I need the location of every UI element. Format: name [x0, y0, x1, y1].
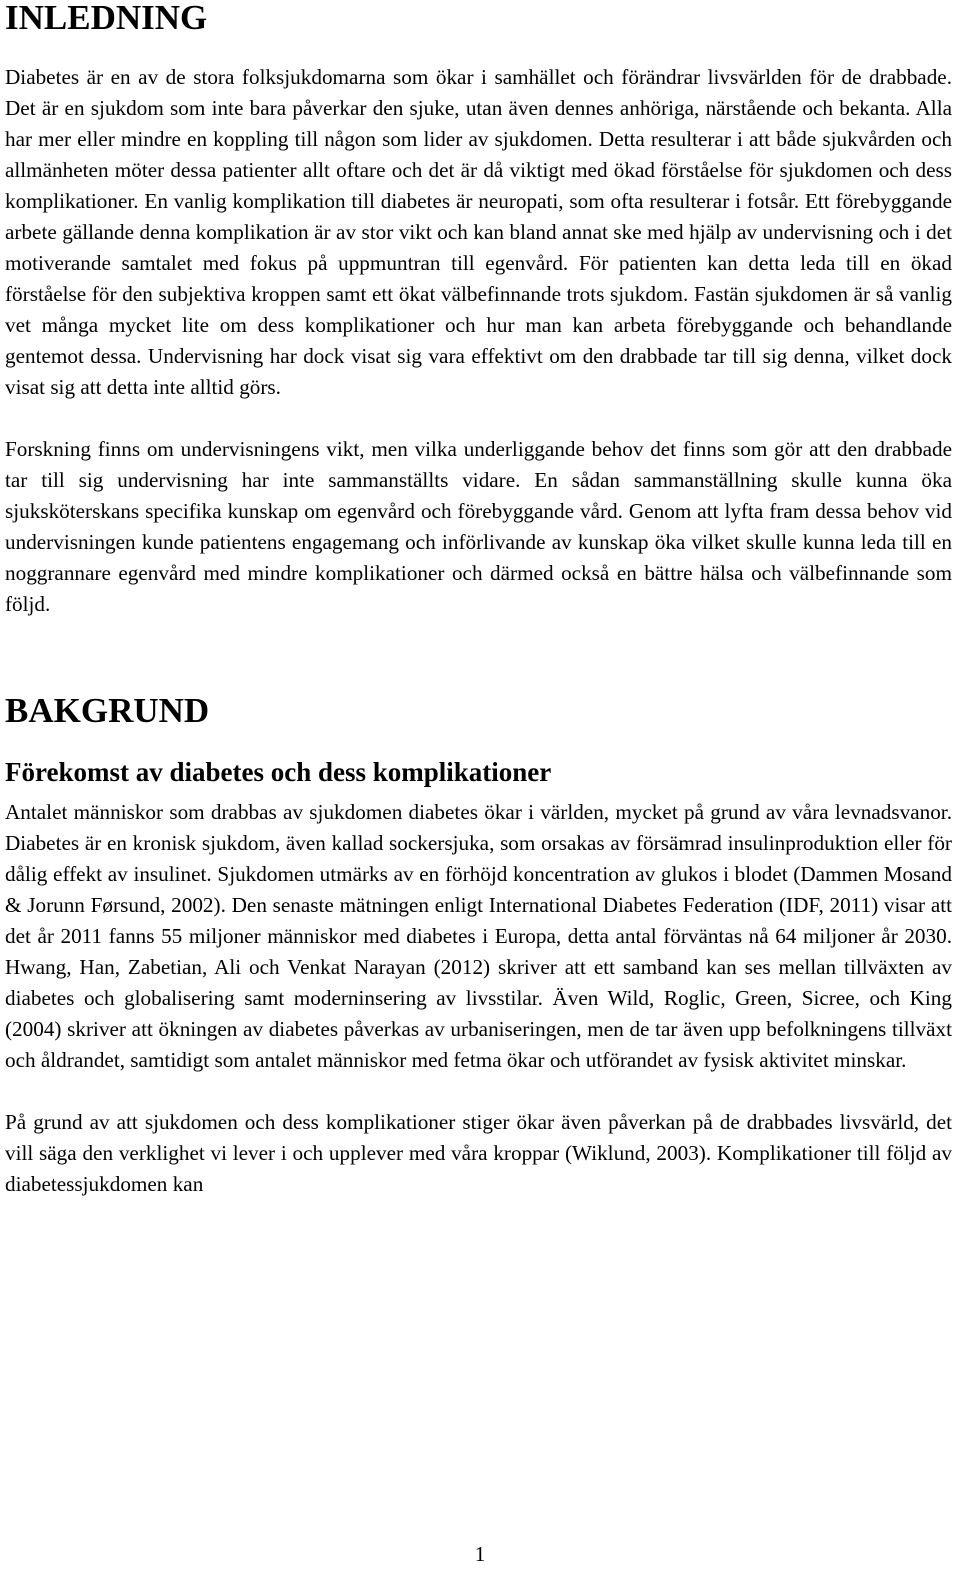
intro-paragraph-1: Diabetes är en av de stora folksjukdomarna som ökar i samhället och förändrar livsvärlden för de drabbade. Det är en sjukdom som inte bara påverkar den sjuke, utan även dennes anhöriga, närstående och bekanta. Alla har mer eller mindre en koppling till någon som lider av sjukdomen. Detta resulterar i att både sjukvården och allmänheten möter dessa patienter allt oftare och det är då viktigt med ökad förståelse för sjukdomen och dess komplikationer. En vanlig komplikation till diabetes är neuropati, som ofta resulterar i fotsår. Ett förebyggande arbete gällande denna komplikation är av stor vikt och kan bland annat ske med hjälp av undervisning och i det motiverande samtalet med fokus på uppmuntran till egenvård. För patienten kan detta leda till en ökad förståelse för den subjektiva kroppen samt ett ökat välbefinnande trots sjukdom. Fastän sjukdomen är så vanlig vet många mycket lite om dess komplikationer och hur man kan arbeta förebyggande och behandlande gentemot dessa. Undervisning har dock visat sig vara effektivt om den drabbade tar till sig denna, vilket dock visat sig att detta inte alltid görs.	[5, 65, 952, 399]
page-number: 1	[474, 1542, 486, 1566]
section-heading-inledning: INLEDNING	[5, 0, 208, 37]
section-heading-bakgrund: BAKGRUND	[5, 691, 210, 730]
subsection-heading: Förekomst av diabetes och dess komplikationer	[5, 757, 552, 787]
background-paragraph-2: På grund av att sjukdomen och dess komplikationer stiger ökar även påverkan på de drabbades livsvärld, det vill säga den verklighet vi lever i och upplever med våra kroppar (Wiklund, 2003). Komplikationer till följd av diabetessjukdomen kan	[5, 1110, 952, 1196]
background-paragraph-1: Antalet människor som drabbas av sjukdomen diabetes ökar i världen, mycket på grund av våra levnadsvanor. Diabetes är en kronisk sjukdom, även kallad sockersjuka, som orsakas av försämrad insulinproduktion eller för dålig effekt av insulinet. Sjukdomen utmärks av en förhöjd koncentration av glukos i blodet (Dammen Mosand & Jorunn Førsund, 2002). Den senaste mätningen enligt International Diabetes Federation (IDF, 2011) visar att det år 2011 fanns 55 miljoner människor med diabetes i Europa, detta antal förväntas nå 64 miljoner år 2030. Hwang, Han, Zabetian, Ali och Venkat Narayan (2012) skriver att ett samband kan ses mellan tillväxten av diabetes och globalisering samt moderninsering av livsstilar. Även Wild, Roglic, Green, Sicree, och King (2004) skriver att ökningen av diabetes påverkas av urbaniseringen, men de tar även upp befolkningens tillväxt och åldrandet, samtidigt som antalet människor med fetma ökar och utförandet av fysisk aktivitet minskar.	[5, 800, 952, 1072]
intro-paragraph-2: Forskning finns om undervisningens vikt, men vilka underliggande behov det finns som gör att den drabbade tar till sig undervisning har inte sammanställts vidare. En sådan sammanställning skulle kunna öka sjuksköterskans specifika kunskap om egenvård och förebyggande vård. Genom att lyfta fram dessa behov vid undervisningen kunde patientens engagemang och införlivande av kunskap öka vilket skulle kunna leda till en noggrannare egenvård med mindre komplikationer och därmed också en bättre hälsa och välbefinnande som följd.	[5, 437, 952, 616]
document-body	[5, 0, 952, 1200]
